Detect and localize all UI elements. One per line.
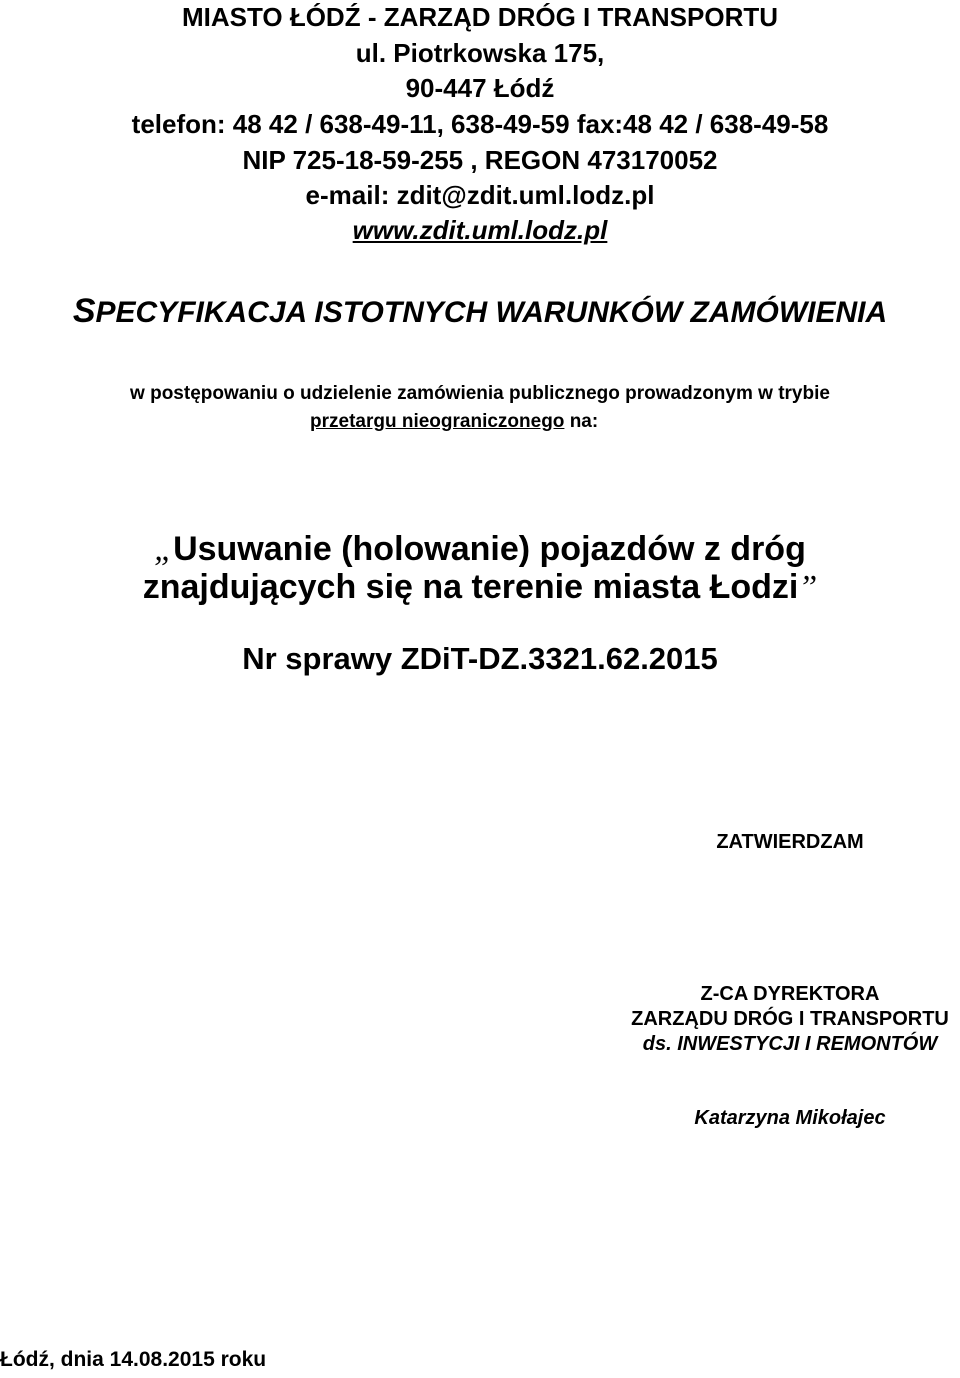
- intro-tail: na:: [564, 411, 599, 432]
- org-nip-regon: NIP 725-18-59-255 , REGON 473170052: [242, 145, 718, 175]
- org-email: e-mail: zdit@zdit.uml.lodz.pl: [305, 180, 655, 210]
- document-title-rest: PECYFIKACJA ISTOTNYCH WARUNKÓW ZAMÓWIENIA: [95, 296, 888, 329]
- subject-text-1: Usuwanie (holowanie) pojazdów z dróg: [173, 530, 806, 568]
- approve-label: ZATWIERDZAM: [716, 831, 864, 853]
- position-line-2: ZARZĄDU DRÓG I TRANSPORTU: [631, 1008, 949, 1030]
- place-date: Łódź, dnia 14.08.2015 roku: [0, 1348, 267, 1371]
- org-phone-fax: telefon: 48 42 / 638-49-11, 638-49-59 fax:48 42 / 638-49-58: [131, 109, 829, 139]
- signatory-name: Katarzyna Mikołajec: [694, 1107, 886, 1129]
- case-number: Nr sprawy ZDiT-DZ.3321.62.2015: [242, 641, 718, 676]
- document-title: [0, 292, 960, 331]
- subject-text-2: znajdujących się na terenie miasta Łodzi: [142, 568, 799, 606]
- position-line-1: Z-CA DYREKTORA: [700, 983, 880, 1005]
- subject-open-quote: „: [154, 531, 174, 568]
- org-street: ul. Piotrkowska 175,: [355, 38, 605, 68]
- org-postal: 90-447 Łódź: [405, 73, 555, 103]
- intro-line-1: w postępowaniu o udzielenie zamówienia publicznego prowadzonym w trybie: [130, 383, 830, 404]
- subject-line-2: [0, 568, 960, 607]
- intro-line-2: [310, 411, 598, 433]
- document-title-initial: S: [72, 292, 96, 330]
- org-website-link[interactable]: www.zdit.uml.lodz.pl: [352, 215, 608, 245]
- subject-close-quote: ”: [798, 569, 818, 606]
- procedure-type: przetargu nieograniczonego: [310, 411, 565, 432]
- org-name: MIASTO ŁÓDŹ - ZARZĄD DRÓG I TRANSPORTU: [181, 2, 779, 32]
- position-line-3: ds. INWESTYCJI I REMONTÓW: [642, 1033, 938, 1055]
- subject-line-1: [0, 530, 960, 569]
